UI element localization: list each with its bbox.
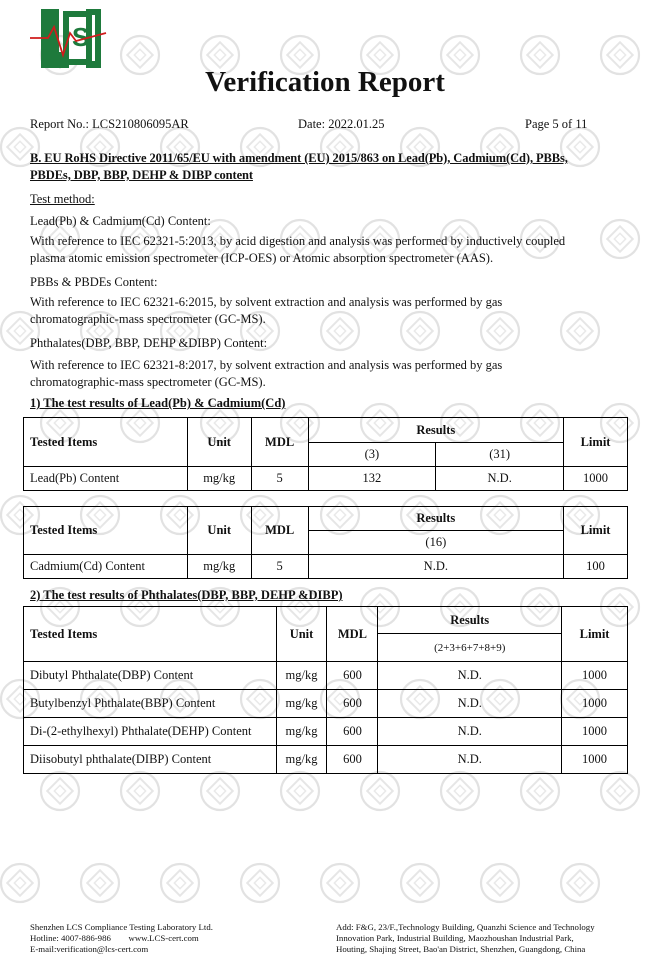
cell-item: Lead(Pb) Content	[24, 467, 188, 491]
table-lead	[23, 417, 628, 491]
report-date: Date: 2022.01.25	[298, 117, 385, 131]
cell-unit: mg/kg	[276, 662, 327, 690]
svg-text:S: S	[72, 22, 90, 52]
test-method-label: Test method:	[30, 192, 95, 206]
method-1-title: Lead(Pb) & Cadmium(Cd) Content:	[30, 214, 211, 228]
cell-item: Dibutyl Phthalate(DBP) Content	[24, 662, 277, 690]
cell-limit: 100	[564, 555, 628, 579]
footer-company-name: Shenzhen LCS Compliance Testing Laboratory Ltd.	[30, 922, 213, 932]
method-1-text	[30, 233, 630, 267]
col-results: Results	[308, 507, 563, 531]
method-2-line2: chromatographic-mass spectrometer (GC-MS).	[30, 312, 266, 326]
method-1-line2: plasma atomic emission spectrometer (ICP-OES) or Atomic absorption spectrometer (AAS).	[30, 251, 494, 265]
method-2-title: PBBs & PBDEs Content:	[30, 275, 158, 289]
footer-address-line1: Add: F&G, 23/F.,Technology Building, Quanzhi Science and Technology	[336, 922, 595, 932]
cell-mdl: 5	[251, 467, 308, 491]
method-1-line1: With reference to IEC 62321-5:2013, by acid digestion and analysis was performed by inductively coupled	[30, 234, 566, 248]
table-ph-caption: 2) The test results of Phthalates(DBP, BBP, DEHP &DIBP)	[30, 588, 343, 602]
report-number: Report No.: LCS210806095AR	[30, 117, 189, 131]
sample-col-combined: (2+3+6+7+8+9)	[378, 634, 562, 662]
cell-value: N.D.	[378, 746, 562, 774]
cell-mdl: 600	[327, 746, 378, 774]
col-tested-items: Tested Items	[24, 607, 277, 662]
col-limit: Limit	[564, 418, 628, 467]
cell-value: N.D.	[308, 555, 563, 579]
col-unit: Unit	[187, 418, 251, 467]
table-phthalates	[23, 606, 628, 774]
footer-address-line2: Innovation Park, Industrial Building, Maozhoushan Industrial Park,	[336, 932, 574, 943]
cell-item: Diisobutyl phthalate(DIBP) Content	[24, 746, 277, 774]
cell-mdl: 600	[327, 718, 378, 746]
col-mdl: MDL	[327, 607, 378, 662]
lcs-logo	[28, 8, 108, 70]
cell-value: N.D.	[436, 467, 564, 491]
cell-unit: mg/kg	[276, 690, 327, 718]
table-row	[24, 690, 628, 718]
cell-unit: mg/kg	[187, 555, 251, 579]
method-2-text	[30, 294, 630, 328]
sample-col-3: (3)	[308, 443, 436, 467]
table-row	[24, 467, 628, 491]
col-results: Results	[308, 418, 563, 443]
cell-item: Di-(2-ethylhexyl) Phthalate(DEHP) Content	[24, 718, 277, 746]
col-results: Results	[378, 607, 562, 634]
sample-col-16: (16)	[308, 531, 563, 555]
method-3-title: Phthalates(DBP, BBP, DEHP &DIBP) Content:	[30, 336, 268, 350]
method-2-line1: With reference to IEC 62321-6:2015, by solvent extraction and analysis was performed by gas	[30, 295, 503, 309]
section-heading	[30, 150, 568, 184]
footer-address-line3: Houting, Shajing Street, Bao'an District, Shenzhen, Guangdong, China	[336, 943, 586, 954]
cell-value: N.D.	[378, 662, 562, 690]
table-row	[24, 662, 628, 690]
section-heading-line2: PBDEs, DBP, BBP, DEHP & DIBP content	[30, 168, 253, 182]
table-row	[24, 555, 628, 579]
method-3-text	[30, 357, 630, 391]
col-mdl: MDL	[251, 507, 308, 555]
col-tested-items: Tested Items	[24, 418, 188, 467]
cell-mdl: 5	[251, 555, 308, 579]
cell-limit: 1000	[562, 718, 628, 746]
sample-col-31: (31)	[436, 443, 564, 467]
cell-mdl: 600	[327, 690, 378, 718]
table-cadmium	[23, 506, 628, 579]
table-row	[24, 746, 628, 774]
footer-hotline: Hotline: 4007-886-986 www.LCS-cert.com	[30, 932, 199, 943]
cell-mdl: 600	[327, 662, 378, 690]
method-3-line1: With reference to IEC 62321-8:2017, by solvent extraction and analysis was performed by gas	[30, 358, 503, 372]
col-mdl: MDL	[251, 418, 308, 467]
col-unit: Unit	[276, 607, 327, 662]
cell-value: 132	[308, 467, 436, 491]
cell-value: N.D.	[378, 690, 562, 718]
col-tested-items: Tested Items	[24, 507, 188, 555]
cell-item: Butylbenzyl Phthalate(BBP) Content	[24, 690, 277, 718]
cell-limit: 1000	[562, 746, 628, 774]
method-3-line2: chromatographic-mass spectrometer (GC-MS).	[30, 375, 266, 389]
cell-limit: 1000	[562, 662, 628, 690]
col-limit: Limit	[562, 607, 628, 662]
cell-unit: mg/kg	[276, 746, 327, 774]
cell-item: Cadmium(Cd) Content	[24, 555, 188, 579]
footer-email: E-mail:verification@lcs-cert.com	[30, 943, 149, 954]
cell-unit: mg/kg	[187, 467, 251, 491]
col-unit: Unit	[187, 507, 251, 555]
footer-address	[336, 922, 636, 954]
page-title: Verification Report	[205, 66, 445, 98]
page-number: Page 5 of 11	[525, 117, 588, 131]
cell-limit: 1000	[564, 467, 628, 491]
table-pb-caption: 1) The test results of Lead(Pb) & Cadmium(Cd)	[30, 396, 286, 410]
section-heading-line1: B. EU RoHS Directive 2011/65/EU with amendment (EU) 2015/863 on Lead(Pb), Cadmium(Cd), PBBs,	[30, 151, 568, 165]
table-row	[24, 718, 628, 746]
col-limit: Limit	[564, 507, 628, 555]
footer-company	[30, 922, 213, 954]
cell-limit: 1000	[562, 690, 628, 718]
cell-value: N.D.	[378, 718, 562, 746]
cell-unit: mg/kg	[276, 718, 327, 746]
